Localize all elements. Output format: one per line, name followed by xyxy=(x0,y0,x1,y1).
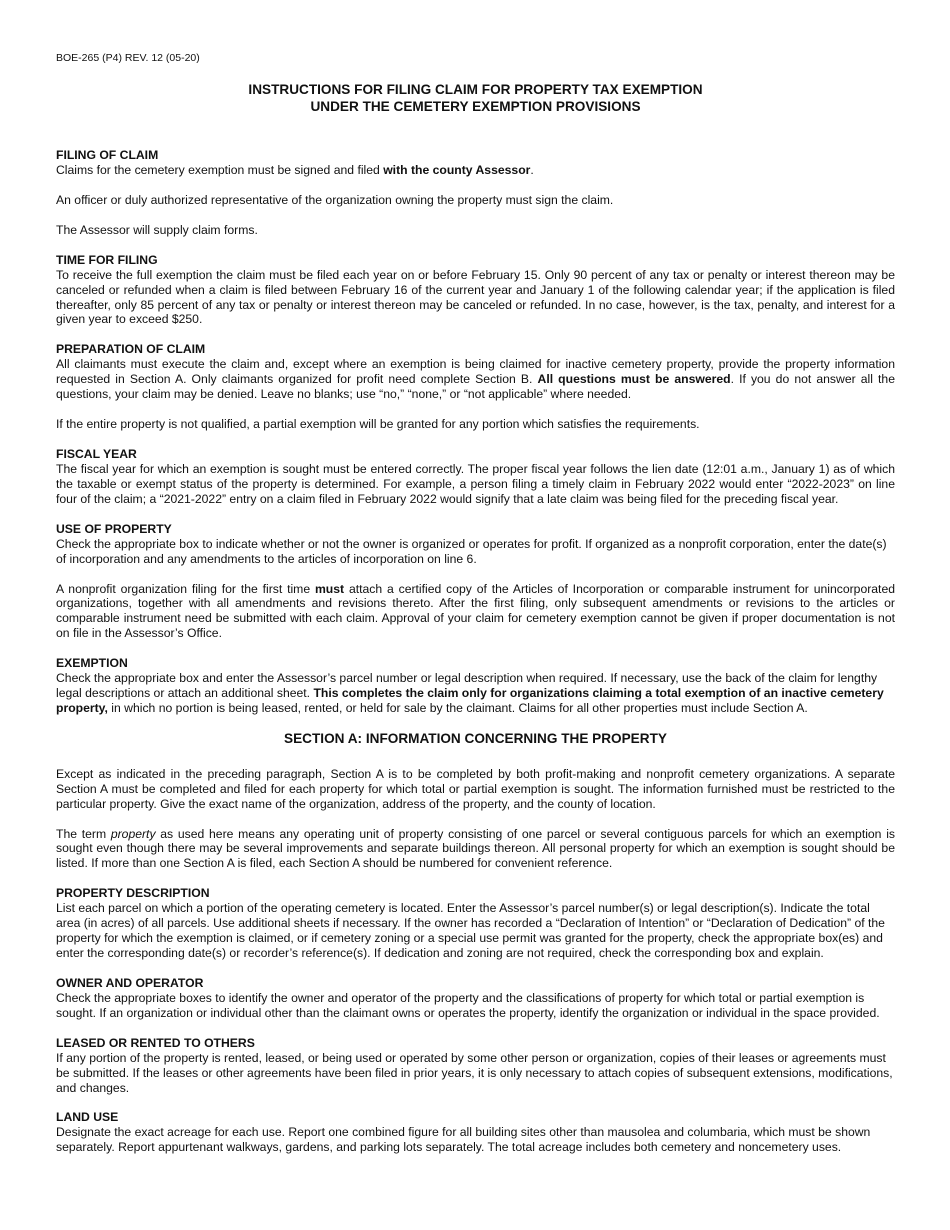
section-a-p1: Except as indicated in the preceding paragraph, Section A is to be completed by both profit-making and nonprofit cemetery organizations. A separate Section A must be completed and filed for each property for which total or partial exemption is sought. The information furnished must be restricted to the particular property. Give the exact name of the organization, address of the property, and the county of location. xyxy=(56,766,895,811)
owner-and-operator-heading: OWNER AND OPERATOR xyxy=(56,975,204,990)
property-description-heading: PROPERTY DESCRIPTION xyxy=(56,886,210,901)
use-of-property-p1: Check the appropriate box to indicate whether or not the owner is organized or operates for profit. If organized as a nonprofit corporation, enter the date(s) of incorporation and any amendments to the articles of incorporation on line 6. xyxy=(56,536,887,566)
use-of-property-p2: A nonprofit organization filing for the first time must attach a certified copy of the Articles of Incorporation or comparable instrument for unincorporated organizations, together with all amendments and revisions thereto. After the first filing, only subsequent amendments or revisions to the articles or comparable instrument need be submitted with each claim. Approval of your claim for cemetery exemption cannot be given if proper documentation is not on file in the Assessor’s Office. xyxy=(56,581,896,641)
owner-and-operator-p1: Check the appropriate boxes to identify the owner and operator of the property and the classifications of property for which total or partial exemption is sought. If an organization or individual other than the claimant owns or operates the property, identify the organization or individual in the space provided. xyxy=(56,990,880,1020)
preparation-of-claim-p2: If the entire property is not qualified, a partial exemption will be granted for any portion which satisfies the requirements. xyxy=(56,417,700,432)
title-line-2: UNDER THE CEMETERY EXEMPTION PROVISIONS xyxy=(310,98,641,114)
filing-of-claim-p3: The Assessor will supply claim forms. xyxy=(56,222,258,237)
exemption-p1: Check the appropriate box and enter the Assessor’s parcel number or legal description when required. If necessary, use the back of the claim for lengthy legal descriptions or attach an additional sheet. This completes the claim only for organizations claiming a total exemption of an inactive cemetery property, in which no portion is being leased, rented, or held for sale by the claimant. Claims for all other properties must include Section A. xyxy=(56,671,884,715)
form-id: BOE-265 (P4) REV. 12 (05-20) xyxy=(56,52,200,64)
filing-of-claim-p2: An officer or duly authorized representative of the organization owning the property must sign the claim. xyxy=(56,192,614,207)
property-description-p1: List each parcel on which a portion of the operating cemetery is located. Enter the Assessor’s parcel number(s) or legal description(s). Indicate the total area (in acres) of all parcels. Use additional sheets if necessary. If the owner has recorded a “Declaration of Intention” or “Declaration of Dedication” of the property for which the exemption is claimed, or if cemetery zoning or a special use permit was granted for the property, check the appropriate box(es) and enter the corresponding date(s) or recorder’s reference(s). If dedication and zoning are not required, check the corresponding box and explain. xyxy=(56,901,885,960)
section-a-p2: The term property as used here means any operating unit of property consisting of one parcel or several contiguous parcels for which an exemption is sought even though there may be several improvements and separate buildings thereon. All personal property for which an exemption is sought should be listed. If more than one Section A is filed, each Section A should be numbered for convenient reference. xyxy=(56,826,895,871)
fiscal-year-heading: FISCAL YEAR xyxy=(56,446,137,461)
document-title xyxy=(56,82,895,115)
title-line-1: INSTRUCTIONS FOR FILING CLAIM FOR PROPERTY TAX EXEMPTION xyxy=(248,82,703,97)
time-for-filing-heading: TIME FOR FILING xyxy=(56,252,158,267)
land-use-heading: LAND USE xyxy=(56,1110,119,1125)
use-of-property-heading: USE OF PROPERTY xyxy=(56,521,172,536)
section-a-title: SECTION A: INFORMATION CONCERNING THE PROPERTY xyxy=(284,730,667,746)
preparation-of-claim-p1: All claimants must execute the claim and, except where an exemption is being claimed for inactive cemetery property, provide the property information requested in Section A. Only claimants organized for profit need complete Section B. All questions must be answered. If you do not answer all the questions, your claim may be denied. Leave no blanks; use “no,” “none,” or “not applicable” where needed. xyxy=(56,357,895,402)
time-for-filing-p1: To receive the full exemption the claim must be filed each year on or before February 15. Only 90 percent of any tax or penalty or interest thereon may be canceled or refunded when a claim is filed between February 16 of the current year and January 1 of the following calendar year; if the application is filed thereafter, only 85 percent of any tax or penalty or interest thereon may be canceled or refunded. In no case, however, is the tax, penalty, and interest for a given year to exceed $250. xyxy=(56,267,895,327)
land-use-p1: Designate the exact acreage for each use. Report one combined figure for all building sites other than mausolea and columbaria, which must be shown separately. Report appurtenant walkways, gardens, and parking lots separately. The total acreage includes both cemetery and noncemetery uses. xyxy=(56,1125,871,1155)
document-page xyxy=(56,52,895,1170)
exemption-heading: EXEMPTION xyxy=(56,656,128,671)
filing-of-claim-heading: FILING OF CLAIM xyxy=(56,148,159,162)
preparation-of-claim-heading: PREPARATION OF CLAIM xyxy=(56,342,206,357)
fiscal-year-p1: The fiscal year for which an exemption is sought must be entered correctly. The proper fiscal year follows the lien date (12:01 a.m., January 1) as of which the taxable or exempt status of the property is determined. For example, a person filing a timely claim in February 2022 would enter “2022-2023” on line four of the claim; a “2021-2022” entry on a claim filed in February 2022 would signify that a late claim was being filed for the preceding fiscal year. xyxy=(56,461,895,506)
leased-or-rented-heading: LEASED OR RENTED TO OTHERS xyxy=(56,1035,255,1050)
filing-of-claim-p1: Claims for the cemetery exemption must be signed and filed with the county Assessor. xyxy=(56,163,534,177)
leased-or-rented-p1: If any portion of the property is rented, leased, or being used or operated by some other person or organization, copies of their leases or agreements must be submitted. If the leases or other agreements have been filed in prior years, it is only necessary to attach copies of subsequent extensions, modifications, and changes. xyxy=(56,1050,893,1095)
